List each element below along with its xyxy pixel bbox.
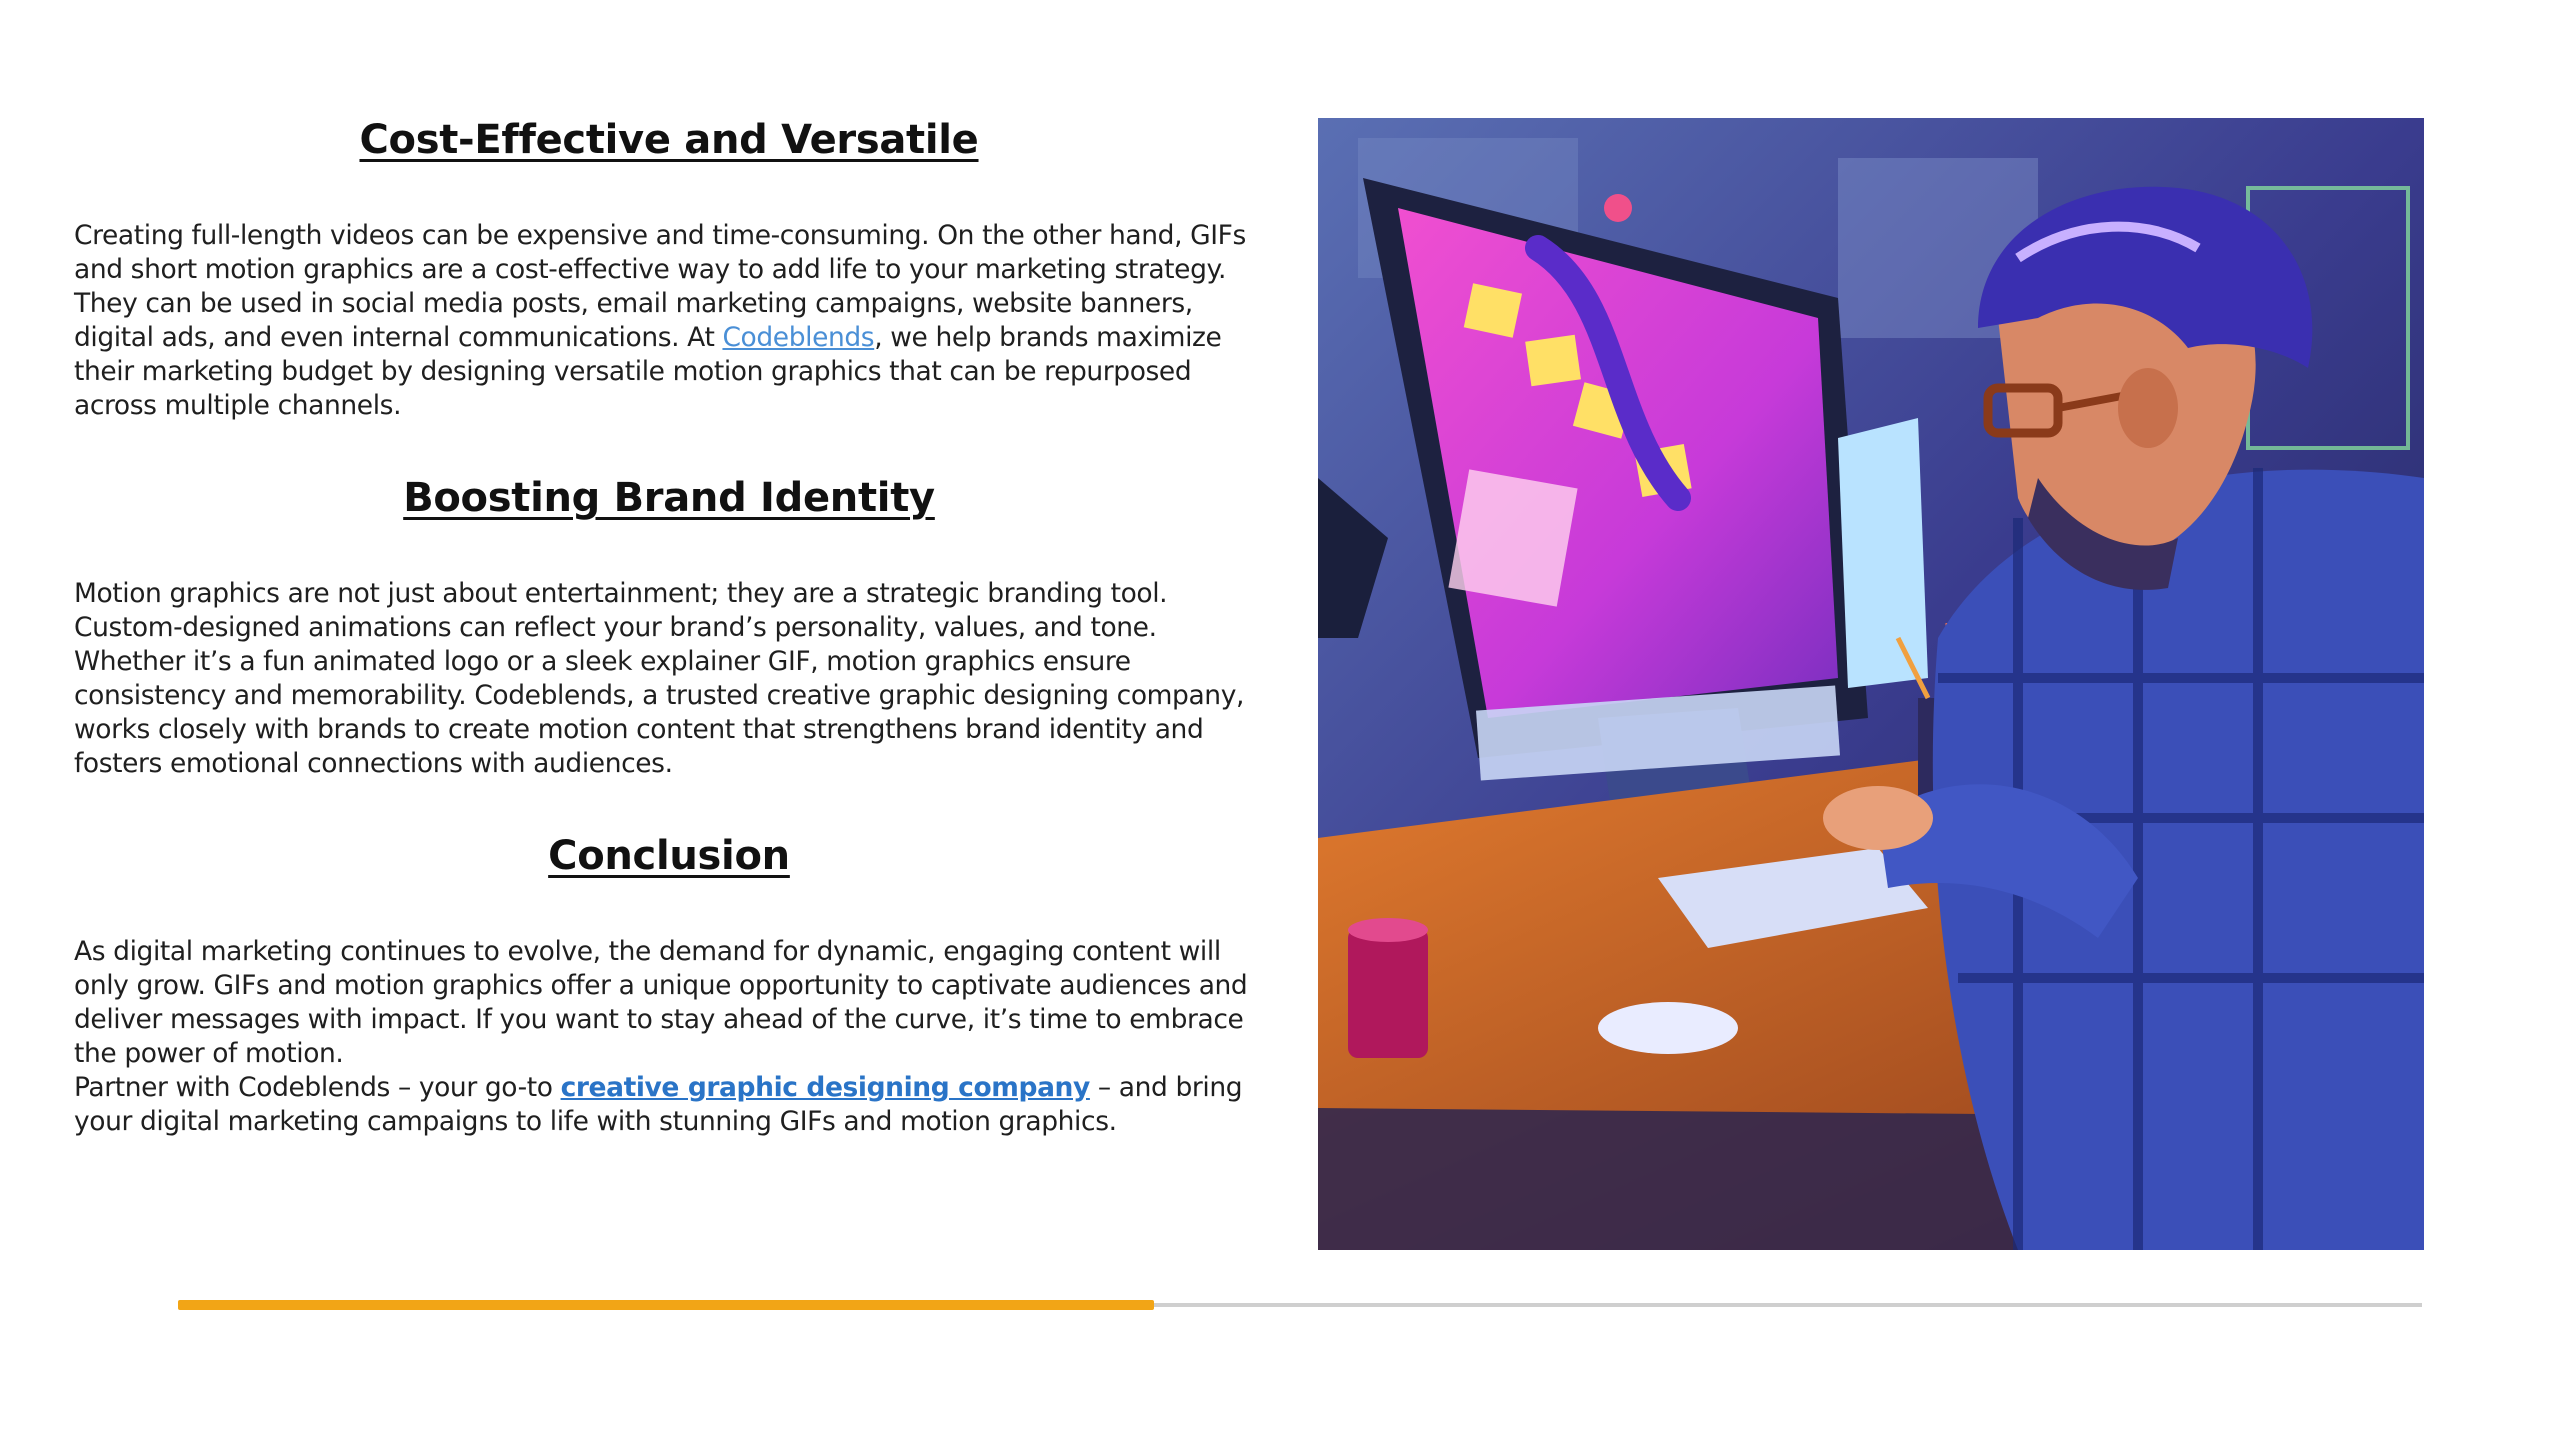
- person-hand: [1823, 786, 1933, 850]
- section-body-cost-effective: [74, 219, 1264, 423]
- wall-dot: [1604, 194, 1632, 222]
- cta-text: Partner with Codeblends – your go-to: [74, 1072, 561, 1103]
- mouse: [1598, 1002, 1738, 1054]
- illustration-artwork: [1318, 118, 2424, 1250]
- mug-rim: [1348, 918, 1428, 942]
- sticky-note: [1525, 335, 1581, 387]
- section-body-brand-identity: Motion graphics are not just about entertainment; they are a strategic branding tool. Custom-designed animations can reflect your brand’s personality, values, and tone. Whether it’s a fun animated logo or a sleek explainer GIF, motion graphics ensure consistency and memorability. Codeblends, a trusted creative graphic designing company, works closely with brands to create motion content that strengthens brand identity and fosters emotional connections with audiences.: [74, 578, 1245, 779]
- section-title-cost-effective: Cost-Effective and Versatile: [359, 117, 979, 163]
- progress-bar: [178, 1303, 2422, 1307]
- cta-text: – and bring your digital marketing campaigns to life with stunning GIFs and motion graphics.: [74, 1072, 1243, 1137]
- progress-bar-fill: [178, 1300, 1154, 1310]
- creative-graphic-designing-company-link[interactable]: creative graphic designing company: [560, 1072, 1090, 1103]
- section-title-brand-identity: Boosting Brand Identity: [403, 475, 935, 521]
- article-column: [74, 110, 1264, 1139]
- screen-artwork: [1448, 469, 1577, 606]
- designer-at-computer-illustration: [1318, 118, 2424, 1250]
- body-text: , we help brands maximize their marketing budget by designing versatile motion graphics that can be repurposed across multiple channels.: [74, 322, 1222, 421]
- body-text: As digital marketing continues to evolve, the demand for dynamic, engaging content will only grow. GIFs and motion graphics offer a unique opportunity to captivate audiences and deliver messages with impact. If you want to stay ahead of the curve, it’s time to embrace the power of motion.: [74, 936, 1248, 1069]
- person-ear: [2118, 368, 2178, 448]
- body-text: Creating full-length videos can be expensive and time-consuming. On the other hand, GIFs and short motion graphics are a cost-effective way to add life to your marketing strategy. They can be used in social media posts, email marketing campaigns, website banners, digital ads, and even internal communications. At: [74, 220, 1246, 353]
- section-title-conclusion: Conclusion: [548, 833, 790, 879]
- mug: [1348, 928, 1428, 1058]
- section-body-conclusion: [74, 935, 1264, 1139]
- codeblends-link[interactable]: Codeblends: [722, 322, 875, 353]
- second-monitor: [1838, 418, 1928, 688]
